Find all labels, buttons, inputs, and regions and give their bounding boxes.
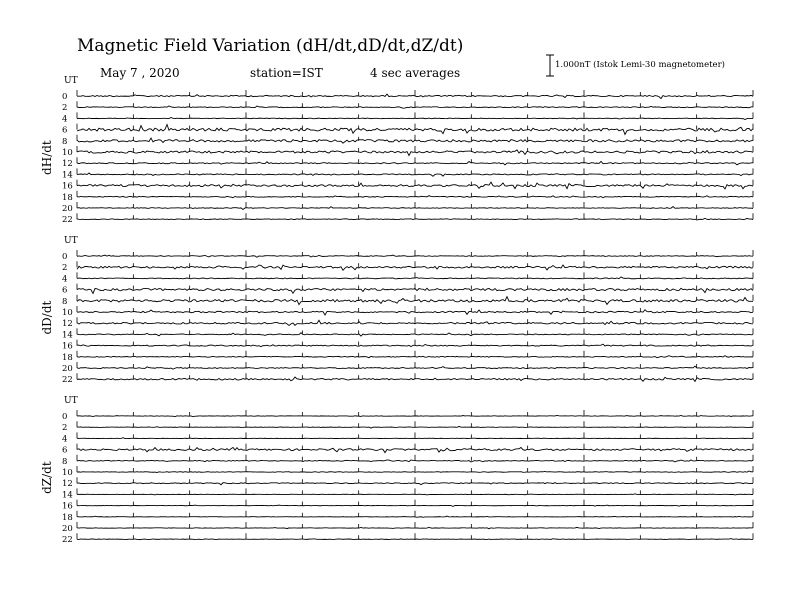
row-label: 8 bbox=[62, 136, 68, 147]
row-label: 16 bbox=[62, 181, 73, 192]
row-label: 14 bbox=[62, 330, 73, 341]
row-label: 2 bbox=[62, 103, 68, 114]
time-axis-label: UT bbox=[64, 76, 78, 86]
row-trace bbox=[77, 483, 753, 485]
row-trace bbox=[77, 118, 753, 120]
row-label: 10 bbox=[62, 308, 73, 318]
time-axis-label: UT bbox=[64, 236, 78, 246]
row-label: 20 bbox=[62, 524, 73, 534]
row-trace bbox=[77, 218, 753, 220]
time-axis-label: UT bbox=[64, 396, 78, 406]
row-label: 2 bbox=[62, 263, 68, 274]
y-axis-label: dH/dt bbox=[40, 140, 54, 175]
station-label: station=IST bbox=[250, 66, 323, 80]
averaging-label: 4 sec averages bbox=[370, 66, 461, 80]
date-label: May 7 , 2020 bbox=[100, 66, 180, 80]
row-label: 12 bbox=[62, 159, 73, 170]
row-label: 22 bbox=[62, 375, 73, 386]
row-label: 0 bbox=[62, 412, 68, 422]
row-label: 18 bbox=[62, 192, 73, 203]
scale-label: 1.000nT (Istok Lemi-30 magnetometer) bbox=[555, 60, 725, 70]
row-label: 10 bbox=[62, 468, 73, 478]
row-trace bbox=[77, 505, 753, 506]
row-label: 6 bbox=[62, 285, 68, 296]
row-label: 16 bbox=[62, 501, 73, 512]
row-label: 14 bbox=[62, 490, 73, 501]
row-label: 4 bbox=[62, 114, 68, 125]
row-label: 8 bbox=[62, 456, 68, 467]
row-trace bbox=[77, 460, 753, 462]
row-label: 22 bbox=[62, 215, 73, 226]
panel-dZ-per-dt bbox=[40, 396, 753, 545]
scale-bar-icon bbox=[546, 55, 554, 76]
row-label: 18 bbox=[62, 512, 73, 523]
row-label: 6 bbox=[62, 445, 68, 456]
row-label: 12 bbox=[62, 319, 73, 330]
row-label: 12 bbox=[62, 479, 73, 490]
panel-dD-per-dt bbox=[40, 236, 753, 385]
row-label: 4 bbox=[62, 434, 68, 445]
row-label: 0 bbox=[62, 252, 68, 262]
row-label: 14 bbox=[62, 170, 73, 181]
row-label: 0 bbox=[62, 92, 68, 102]
panel-dH-per-dt bbox=[40, 76, 753, 225]
chart-title: Magnetic Field Variation (dH/dt,dD/dt,dZ/dt) bbox=[77, 36, 464, 56]
row-trace bbox=[77, 415, 753, 416]
row-label: 16 bbox=[62, 341, 73, 352]
y-axis-label: dD/dt bbox=[40, 300, 54, 335]
row-label: 6 bbox=[62, 125, 68, 136]
row-label: 22 bbox=[62, 535, 73, 546]
y-axis-label: dZ/dt bbox=[40, 461, 54, 494]
row-label: 8 bbox=[62, 296, 68, 307]
row-label: 18 bbox=[62, 352, 73, 363]
row-label: 4 bbox=[62, 274, 68, 285]
row-label: 2 bbox=[62, 423, 68, 434]
row-label: 10 bbox=[62, 148, 73, 158]
row-trace bbox=[77, 288, 753, 293]
row-label: 20 bbox=[62, 364, 73, 374]
row-label: 20 bbox=[62, 204, 73, 214]
